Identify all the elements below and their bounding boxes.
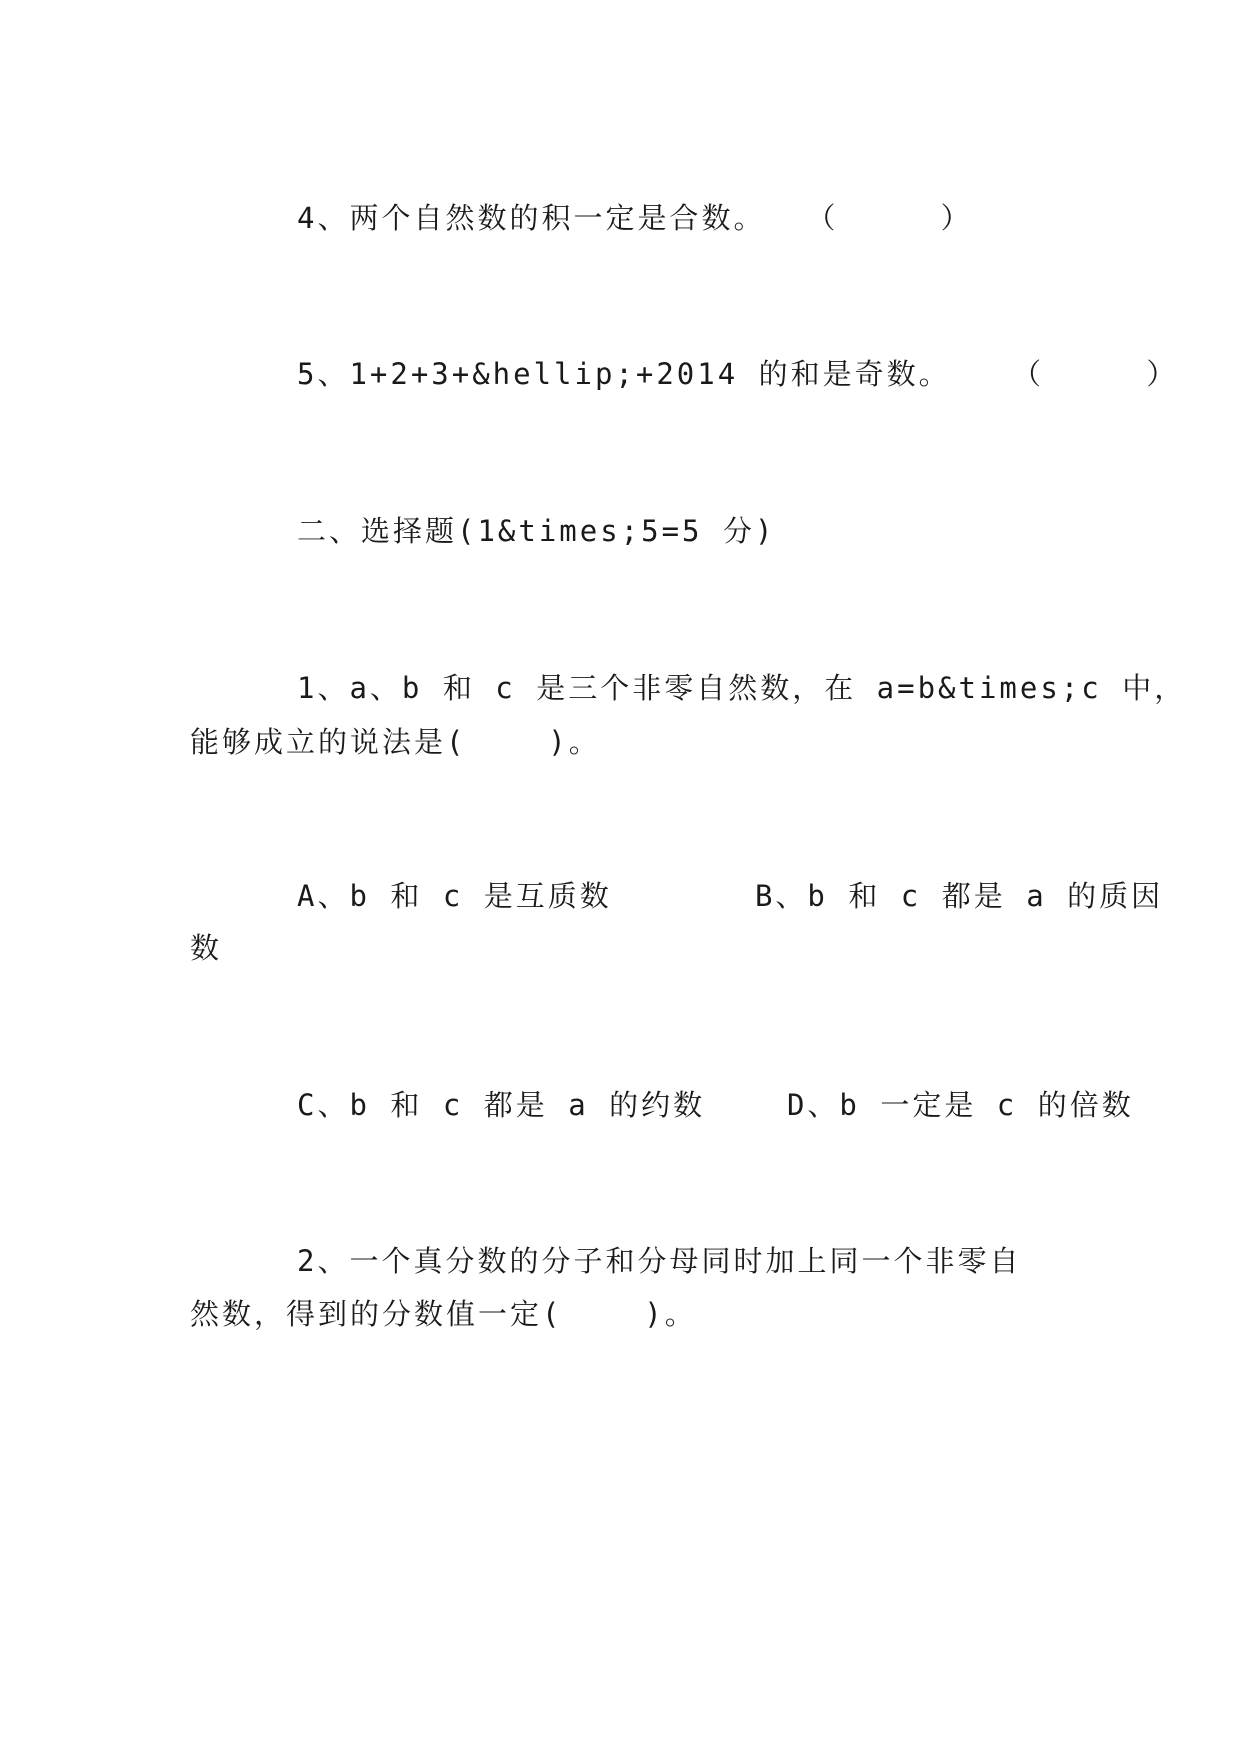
choice-question-1-line-2: 能够成立的说法是( )。	[190, 725, 601, 759]
choice-question-1-options-cd: C、b 和 c 都是 a 的约数 D、b 一定是 c 的倍数	[297, 1088, 1134, 1122]
choice-question-1-options-ab: A、b 和 c 是互质数 B、b 和 c 都是 a 的质因	[297, 879, 1164, 913]
choice-question-2-line-2: 然数，得到的分数值一定( )。	[190, 1297, 697, 1331]
section-heading-multiple-choice: 二、选择题(1&times;5=5 分)	[297, 514, 776, 548]
choice-question-1-line-1: 1、a、b 和 c 是三个非零自然数，在 a=b&times;c 中，	[297, 671, 1187, 705]
question-5-true-false: 5、1+2+3+&hellip;+2014 的和是奇数。 （ ）	[297, 357, 1179, 391]
question-4-true-false: 4、两个自然数的积一定是合数。 （ ）	[297, 201, 973, 235]
choice-question-1-options-ab-continued: 数	[190, 931, 223, 965]
choice-question-2-line-1: 2、一个真分数的分子和分母同时加上同一个非零自	[297, 1244, 1022, 1278]
